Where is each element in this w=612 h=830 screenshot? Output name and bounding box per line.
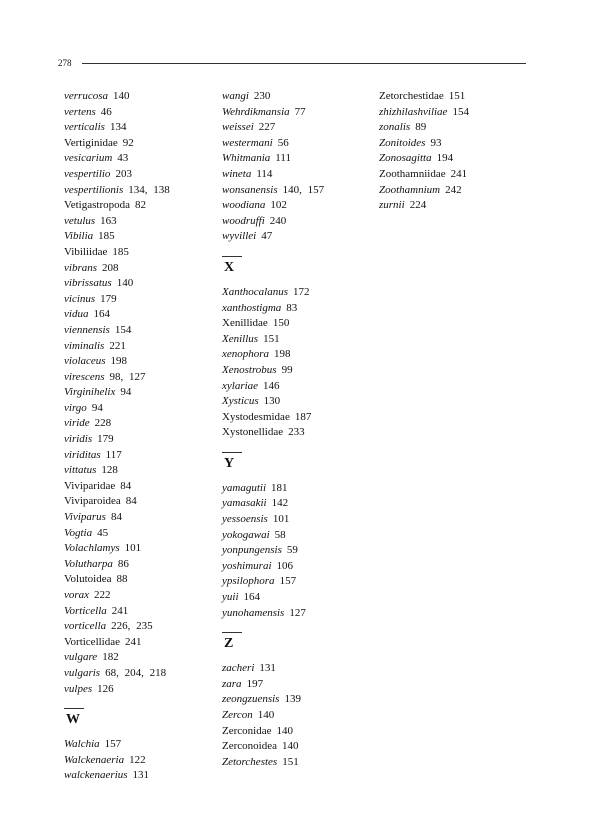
- index-pages: 82: [134, 199, 146, 212]
- index-pages: 140, 157: [282, 183, 325, 196]
- index-term: yamasakii: [222, 497, 267, 510]
- index-entry: [222, 183, 324, 199]
- index-entry: [222, 89, 324, 105]
- index-pages: 151: [282, 755, 299, 768]
- index-term: yuii: [222, 591, 239, 604]
- index-entry: [222, 590, 324, 606]
- index-pages: 230: [253, 90, 271, 102]
- index-entry: [379, 183, 469, 199]
- index-pages: 179: [97, 433, 114, 446]
- index-entry: [64, 619, 170, 635]
- index-column-3: [379, 89, 469, 214]
- index-pages: 45: [97, 526, 109, 539]
- index-pages: 182: [102, 651, 119, 664]
- index-pages: 181: [271, 481, 288, 494]
- index-entry: [222, 332, 324, 348]
- index-pages: 150: [272, 317, 290, 330]
- index-pages: 130: [263, 395, 281, 408]
- index-pages: 241: [111, 604, 129, 617]
- index-entry: [222, 528, 324, 544]
- index-term: Zetorchestes: [222, 755, 278, 768]
- index-term: vibrissatus: [64, 277, 112, 290]
- index-entry: [64, 339, 170, 355]
- index-pages: 187: [294, 410, 312, 423]
- index-term: Whitmania: [222, 152, 271, 165]
- index-pages: 140: [113, 90, 130, 102]
- index-pages: 94: [91, 401, 103, 414]
- index-entry: [379, 198, 469, 214]
- index-entry: [64, 588, 170, 604]
- index-pages: 179: [100, 292, 117, 305]
- index-pages: 163: [100, 214, 117, 227]
- index-term: weissei: [222, 121, 254, 134]
- index-pages: 56: [277, 136, 289, 149]
- index-pages: 46: [100, 105, 112, 118]
- index-term: Walckenaeria: [64, 753, 125, 766]
- index-entry: [222, 543, 324, 559]
- page-number: 278: [58, 58, 72, 68]
- index-pages: 83: [286, 301, 298, 314]
- index-column-2: [222, 89, 324, 770]
- index-column-1: [64, 89, 170, 784]
- index-term: virgo: [64, 401, 87, 414]
- index-term: Xenillus: [222, 332, 259, 345]
- index-term: virescens: [64, 370, 105, 383]
- index-entry: [222, 198, 324, 214]
- index-pages: 58: [274, 528, 286, 541]
- index-term: Virginihelix: [64, 386, 116, 399]
- index-pages: 185: [98, 230, 115, 243]
- index-pages: 126: [97, 682, 114, 695]
- index-entry: [64, 526, 170, 542]
- index-term: yamagutii: [222, 481, 266, 494]
- index-pages: 151: [263, 332, 280, 345]
- index-term: Xystonellidae: [222, 426, 284, 439]
- index-pages: 185: [112, 245, 129, 258]
- index-entry: [222, 606, 324, 622]
- index-pages: 84: [125, 495, 137, 508]
- index-entry: [222, 285, 324, 301]
- index-entry: [64, 214, 170, 230]
- index-term: vetulus: [64, 214, 96, 227]
- index-term: vulgare: [64, 651, 98, 664]
- index-entry: [222, 496, 324, 512]
- index-term: Xanthocalanus: [222, 285, 288, 298]
- index-term: ypsilophora: [222, 575, 275, 588]
- index-pages: 117: [105, 448, 122, 461]
- index-entry: [64, 151, 170, 167]
- index-entry: [64, 292, 170, 308]
- index-term: vicinus: [64, 292, 96, 305]
- index-entry: [64, 432, 170, 448]
- index-term: vulgaris: [64, 666, 101, 679]
- index-entry: [64, 229, 170, 245]
- index-term: vidua: [64, 308, 89, 321]
- index-pages: 122: [129, 753, 146, 766]
- index-pages: 134: [109, 121, 127, 134]
- index-pages: 228: [94, 417, 112, 430]
- index-entry: [222, 136, 324, 152]
- index-term: vorax: [64, 589, 90, 601]
- index-entry: [222, 708, 324, 724]
- index-pages: 47: [261, 230, 273, 243]
- index-entry: [222, 739, 324, 755]
- index-entry: [64, 370, 170, 386]
- index-entry: [64, 737, 170, 753]
- index-term: Xystodesmidae: [222, 410, 290, 423]
- index-term: viride: [64, 417, 90, 430]
- index-entry: [64, 666, 170, 682]
- index-pages: 222: [94, 589, 111, 601]
- index-pages: 164: [243, 591, 260, 604]
- index-entry: [64, 494, 170, 510]
- index-entry: [64, 572, 170, 588]
- index-entry: [379, 167, 469, 183]
- index-entry: [222, 347, 324, 363]
- index-pages: 197: [246, 677, 264, 690]
- index-term: wineta: [222, 167, 252, 180]
- index-entry: [64, 463, 170, 479]
- index-entry: [64, 753, 170, 769]
- index-pages: 101: [272, 513, 290, 526]
- index-term: Vibilia: [64, 230, 94, 243]
- index-term: xanthostigma: [222, 301, 282, 314]
- section-heading: [222, 632, 324, 653]
- index-term: Xenostrobus: [222, 363, 277, 376]
- index-term: Xysticus: [222, 395, 259, 408]
- index-entry: [222, 229, 324, 245]
- section-heading: [222, 256, 324, 277]
- index-entry: [64, 276, 170, 292]
- index-pages: 140: [281, 740, 299, 753]
- index-term: zhizhilashviliae: [379, 105, 448, 118]
- index-pages: 111: [275, 152, 291, 165]
- index-term: Zoothamnium: [379, 183, 441, 196]
- index-term: Zercon: [222, 709, 253, 721]
- index-term: Wehrdikmansia: [222, 105, 290, 118]
- index-pages: 84: [120, 479, 132, 492]
- index-term: woodruffi: [222, 214, 265, 227]
- index-entry: [64, 354, 170, 370]
- index-entry: [64, 541, 170, 557]
- index-pages: 233: [288, 426, 305, 439]
- index-term: viminalis: [64, 339, 105, 352]
- index-term: vibrans: [64, 261, 97, 274]
- index-term: woodiana: [222, 199, 266, 212]
- index-term: wonsanensis: [222, 183, 278, 196]
- index-term: zacheri: [222, 662, 255, 675]
- index-pages: 134, 138: [128, 183, 170, 196]
- index-pages: 154: [114, 323, 132, 336]
- index-pages: 226, 235: [111, 620, 153, 633]
- index-pages: 127: [289, 606, 306, 619]
- index-pages: 139: [284, 693, 301, 706]
- section-letter: W: [66, 712, 80, 728]
- index-entry: [222, 512, 324, 528]
- index-pages: 131: [259, 662, 276, 675]
- index-term: vertens: [64, 105, 96, 118]
- index-term: Volachlamys: [64, 542, 120, 555]
- index-entry: [64, 650, 170, 666]
- index-pages: 240: [269, 214, 287, 227]
- index-pages: 94: [120, 386, 132, 399]
- section-heading: [64, 708, 170, 729]
- index-term: verrucosa: [64, 90, 108, 102]
- index-term: vulpes: [64, 682, 93, 695]
- index-pages: 140: [257, 709, 275, 721]
- index-term: Zonitoides: [379, 136, 426, 149]
- index-entry: [64, 385, 170, 401]
- index-entry: [222, 301, 324, 317]
- index-pages: 88: [116, 573, 128, 586]
- index-pages: 84: [110, 511, 122, 524]
- index-entry: [379, 136, 469, 152]
- index-entry: [64, 416, 170, 432]
- index-entry: [222, 661, 324, 677]
- index-term: Vibiliidae: [64, 245, 108, 258]
- index-term: Vogtia: [64, 526, 93, 539]
- index-pages: 198: [110, 355, 128, 368]
- index-entry: [64, 510, 170, 526]
- index-entry: [64, 120, 170, 136]
- index-entry: [64, 198, 170, 214]
- index-pages: 89: [415, 121, 427, 134]
- section-heading: [222, 452, 324, 473]
- index-term: Xenillidae: [222, 317, 268, 330]
- index-pages: 101: [124, 542, 142, 555]
- index-pages: 198: [274, 348, 291, 361]
- index-term: Walchia: [64, 738, 100, 751]
- index-pages: 98, 127: [109, 370, 146, 383]
- index-entry: [64, 167, 170, 183]
- index-entry: [222, 724, 324, 740]
- index-entry: [64, 245, 170, 261]
- section-letter: Y: [224, 455, 235, 471]
- index-entry: [222, 755, 324, 771]
- index-pages: 203: [115, 167, 132, 180]
- index-pages: 142: [271, 497, 289, 510]
- index-pages: 242: [445, 183, 462, 196]
- index-entry: [64, 479, 170, 495]
- index-pages: 208: [102, 261, 119, 274]
- index-term: zara: [222, 677, 242, 690]
- index-term: yunohamensis: [222, 606, 285, 619]
- index-term: wyvillei: [222, 230, 257, 243]
- index-entry: [222, 167, 324, 183]
- index-term: Volutharpa: [64, 557, 113, 570]
- index-term: verticalis: [64, 121, 105, 134]
- index-pages: 92: [122, 136, 134, 149]
- index-entry: [64, 401, 170, 417]
- index-entry: [64, 183, 170, 199]
- index-entry: [222, 151, 324, 167]
- header-rule: [82, 63, 526, 64]
- index-entry: [64, 89, 170, 105]
- index-entry: [222, 379, 324, 395]
- index-term: vorticella: [64, 620, 107, 633]
- index-entry: [222, 481, 324, 497]
- index-pages: 102: [270, 199, 287, 212]
- index-pages: 241: [450, 167, 468, 180]
- index-term: Viviparidae: [64, 479, 116, 492]
- index-term: Vertiginidae: [64, 136, 118, 149]
- page-header: [58, 57, 526, 71]
- index-entry: [64, 307, 170, 323]
- index-term: Zonosagitta: [379, 152, 432, 165]
- index-term: zurnii: [379, 199, 405, 212]
- index-entry: [222, 214, 324, 230]
- index-entry: [64, 448, 170, 464]
- index-entry: [64, 136, 170, 152]
- index-term: viridis: [64, 433, 93, 446]
- index-entry: [64, 105, 170, 121]
- index-term: wangi: [222, 90, 249, 102]
- section-letter: X: [224, 259, 235, 275]
- index-pages: 146: [263, 379, 280, 392]
- index-entry: [64, 768, 170, 784]
- section-letter: Z: [224, 636, 234, 652]
- index-entry: [222, 574, 324, 590]
- index-pages: 140: [276, 724, 293, 737]
- index-term: walckenaerius: [64, 769, 128, 782]
- index-pages: 157: [279, 575, 297, 588]
- index-term: vespertilio: [64, 167, 111, 180]
- index-pages: 140: [116, 277, 134, 290]
- index-term: Zerconidae: [222, 724, 272, 737]
- index-term: viriditas: [64, 448, 101, 461]
- index-entry: [64, 635, 170, 651]
- index-term: xylariae: [222, 379, 259, 392]
- index-pages: 77: [294, 105, 306, 118]
- index-pages: 227: [258, 121, 276, 134]
- index-term: Zoothamniidae: [379, 167, 446, 180]
- index-entry: [64, 682, 170, 698]
- index-term: Zerconoidea: [222, 740, 277, 753]
- index-pages: 221: [109, 339, 126, 352]
- index-term: viennensis: [64, 323, 110, 336]
- index-pages: 93: [430, 136, 442, 149]
- index-pages: 114: [256, 167, 273, 180]
- index-term: westermani: [222, 136, 273, 149]
- index-term: Vorticella: [64, 604, 107, 617]
- index-pages: 224: [409, 199, 427, 212]
- index-term: Viviparoidea: [64, 495, 121, 508]
- index-term: Viviparus: [64, 511, 106, 524]
- index-entry: [64, 604, 170, 620]
- index-term: zonalis: [379, 121, 411, 134]
- index-entry: [222, 692, 324, 708]
- index-pages: 194: [436, 152, 454, 165]
- index-entry: [379, 89, 469, 105]
- index-term: Zetorchestidae: [379, 90, 444, 102]
- index-pages: 59: [286, 544, 298, 557]
- index-pages: 128: [101, 464, 118, 477]
- index-pages: 164: [93, 308, 110, 321]
- index-entry: [379, 105, 469, 121]
- index-entry: [222, 120, 324, 136]
- index-term: Vorticellidae: [64, 635, 120, 648]
- index-entry: [222, 316, 324, 332]
- index-entry: [222, 410, 324, 426]
- index-entry: [222, 363, 324, 379]
- index-entry: [222, 677, 324, 693]
- index-pages: 157: [104, 738, 122, 751]
- index-pages: 131: [132, 769, 150, 782]
- index-term: yessoensis: [222, 513, 268, 526]
- index-pages: 99: [281, 363, 293, 376]
- index-term: zeongzuensis: [222, 693, 280, 706]
- index-entry: [222, 559, 324, 575]
- index-entry: [379, 151, 469, 167]
- index-pages: 154: [452, 105, 469, 118]
- index-term: Vetigastropoda: [64, 199, 130, 212]
- index-term: violaceus: [64, 355, 106, 368]
- index-term: yonpungensis: [222, 544, 282, 557]
- index-entry: [64, 557, 170, 573]
- index-term: vittatus: [64, 464, 97, 477]
- index-entry: [222, 425, 324, 441]
- index-pages: 151: [448, 90, 466, 102]
- index-term: xenophora: [222, 348, 270, 361]
- index-pages: 86: [117, 557, 129, 570]
- index-pages: 172: [293, 285, 310, 298]
- index-entry: [222, 105, 324, 121]
- index-pages: 68, 204, 218: [105, 666, 167, 679]
- index-term: vesicarium: [64, 152, 113, 165]
- index-pages: 106: [276, 559, 293, 572]
- index-pages: 241: [125, 635, 142, 648]
- index-entry: [64, 323, 170, 339]
- index-term: yoshimurai: [222, 559, 272, 572]
- index-term: vespertilionis: [64, 183, 124, 196]
- index-entry: [379, 120, 469, 136]
- index-pages: 43: [117, 152, 129, 165]
- index-term: Volutoidea: [64, 573, 112, 586]
- index-entry: [64, 261, 170, 277]
- index-entry: [222, 394, 324, 410]
- index-term: yokogawai: [222, 528, 270, 541]
